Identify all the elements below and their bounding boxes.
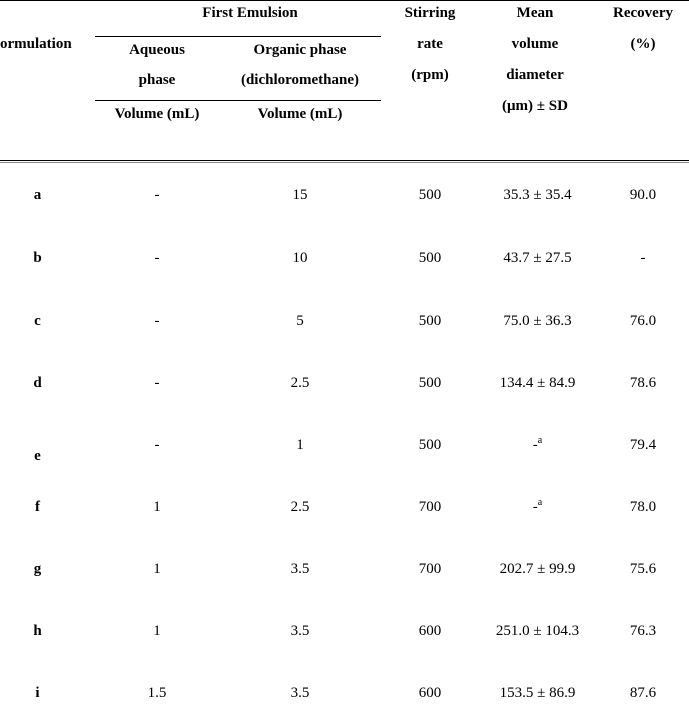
cell-formulation (10, 448, 65, 465)
cell-formulation (10, 187, 65, 204)
cell-recovery-text: 78.0 (629, 499, 657, 515)
cell-aqueous (107, 313, 207, 330)
cell-diameter-text: - (532, 437, 538, 453)
cell-recovery-text: - (640, 250, 646, 266)
cell-organic-text: 3.5 (290, 685, 310, 701)
cell-recovery (600, 250, 686, 267)
cell-stirring-text: 600 (418, 685, 442, 701)
cell-organic-text: 2.5 (290, 375, 310, 391)
cell-stirring (390, 187, 470, 204)
header-organic-phase-1: Organic phase (253, 42, 347, 58)
cell-diameter (470, 561, 605, 578)
footnote-marker: a (537, 435, 543, 446)
cell-recovery (600, 623, 686, 640)
header-aqueous-volume: Volume (mL) (114, 106, 200, 122)
cell-stirring (390, 313, 470, 330)
cell-stirring (390, 437, 470, 454)
header-stirring-3: (rpm) (411, 67, 449, 83)
cell-formulation-text: f (35, 499, 40, 515)
cell-aqueous (107, 375, 207, 392)
cell-aqueous-text: - (154, 375, 160, 391)
header-diameter-1: Mean (516, 5, 554, 21)
header-organic-volume: Volume (mL) (257, 106, 343, 122)
cell-diameter (470, 437, 605, 454)
cell-aqueous-text: 1 (153, 561, 161, 577)
cell-stirring-text: 500 (418, 187, 442, 203)
cell-aqueous-text: 1.5 (147, 685, 167, 701)
cell-recovery (600, 375, 686, 392)
cell-recovery (600, 437, 686, 454)
header-stirring-2: rate (417, 36, 443, 52)
cell-diameter (470, 187, 605, 204)
cell-stirring-text: 600 (418, 623, 442, 639)
cell-stirring (390, 685, 470, 702)
cell-organic-text: 2.5 (290, 499, 310, 515)
cell-formulation (10, 623, 65, 640)
cell-diameter (470, 375, 605, 392)
cell-formulation-text: g (33, 561, 42, 577)
header-recovery-2: (%) (630, 36, 656, 52)
cell-formulation (10, 685, 65, 702)
table-top-rule (0, 0, 689, 1)
cell-stirring (390, 623, 470, 640)
cell-recovery (600, 187, 686, 204)
cell-aqueous (107, 187, 207, 204)
cell-formulation-text: c (34, 313, 41, 329)
cell-diameter-text: 134.4 ± 84.9 (499, 375, 576, 391)
cell-aqueous-text: - (154, 187, 160, 203)
cell-stirring-text: 700 (418, 561, 442, 577)
cell-organic (240, 685, 360, 702)
cell-diameter (470, 623, 605, 640)
header-bottom-rule (0, 160, 689, 161)
cell-aqueous-text: - (154, 250, 160, 266)
cell-aqueous-text: - (154, 437, 160, 453)
cell-stirring (390, 375, 470, 392)
cell-stirring (390, 499, 470, 516)
cell-diameter (470, 250, 605, 267)
cell-recovery-text: 78.6 (629, 375, 657, 391)
header-diameter-3: diameter (506, 67, 564, 83)
cell-formulation (10, 250, 65, 267)
cell-organic-text: 3.5 (290, 561, 310, 577)
cell-aqueous (107, 499, 207, 516)
header-stirring-1: Stirring (404, 5, 456, 21)
cell-recovery-text: 87.6 (629, 685, 657, 701)
cell-organic (240, 561, 360, 578)
cell-formulation (10, 561, 65, 578)
cell-recovery (600, 499, 686, 516)
cell-organic (240, 623, 360, 640)
footnote-marker: a (537, 497, 543, 508)
cell-aqueous (107, 685, 207, 702)
cell-stirring-text: 500 (418, 437, 442, 453)
cell-formulation (10, 313, 65, 330)
first-emulsion-rule (95, 36, 381, 37)
cell-formulation-text: h (33, 623, 42, 639)
cell-recovery (600, 685, 686, 702)
cell-diameter-text: 43.7 ± 27.5 (503, 250, 572, 266)
cell-organic-text: 3.5 (290, 623, 310, 639)
cell-formulation-text: i (35, 685, 40, 701)
cell-organic (240, 437, 360, 454)
cell-diameter-text: - (532, 499, 538, 515)
cell-recovery-text: 79.4 (629, 437, 657, 453)
cell-organic-text: 1 (296, 437, 304, 453)
header-aqueous-phase-2: phase (138, 72, 176, 88)
header-diameter-4: (μm) ± SD (502, 98, 568, 114)
cell-recovery-text: 90.0 (629, 187, 657, 203)
cell-formulation (10, 375, 65, 392)
cell-stirring-text: 500 (418, 313, 442, 329)
cell-recovery-text: 76.0 (629, 313, 657, 329)
cell-recovery (600, 561, 686, 578)
cell-diameter (470, 685, 605, 702)
cell-organic (240, 250, 360, 267)
cell-aqueous-text: 1 (153, 623, 161, 639)
header-recovery-1: Recovery (613, 5, 673, 21)
cell-stirring-text: 500 (418, 250, 442, 266)
header-first-emulsion: First Emulsion (202, 5, 298, 21)
cell-diameter (470, 499, 605, 516)
cell-diameter-text: 251.0 ± 104.3 (495, 623, 580, 639)
cell-aqueous (107, 437, 207, 454)
cell-diameter-text: 35.3 ± 35.4 (503, 187, 572, 203)
cell-formulation-text: b (33, 250, 42, 266)
header-diameter-2: volume (511, 36, 559, 52)
header-bottom-rule-2 (0, 162, 689, 163)
cell-organic (240, 187, 360, 204)
header-aqueous-phase-1: Aqueous (129, 42, 185, 58)
cell-stirring (390, 561, 470, 578)
cell-organic-text: 5 (296, 313, 304, 329)
cell-organic-text: 15 (292, 187, 308, 203)
cell-diameter-text: 202.7 ± 99.9 (499, 561, 576, 577)
cell-diameter (470, 313, 605, 330)
cell-organic (240, 499, 360, 516)
cell-diameter-text: 153.5 ± 86.9 (499, 685, 576, 701)
header-organic-phase-2: (dichloromethane) (240, 72, 360, 88)
cell-organic (240, 375, 360, 392)
cell-formulation (10, 499, 65, 516)
cell-stirring-text: 700 (418, 499, 442, 515)
cell-recovery-text: 76.3 (629, 623, 657, 639)
cell-aqueous (107, 561, 207, 578)
cell-aqueous-text: 1 (153, 499, 161, 515)
cell-organic-text: 10 (292, 250, 308, 266)
cell-aqueous (107, 623, 207, 640)
header-formulation: ormulation (0, 36, 72, 52)
cell-diameter-text: 75.0 ± 36.3 (503, 313, 572, 329)
volume-rule (95, 100, 381, 101)
cell-formulation-text: e (34, 448, 41, 464)
cell-formulation-text: a (33, 187, 42, 203)
cell-aqueous-text: - (154, 313, 160, 329)
cell-recovery (600, 313, 686, 330)
cell-formulation-text: d (33, 375, 42, 391)
cell-organic (240, 313, 360, 330)
cell-recovery-text: 75.6 (629, 561, 657, 577)
cell-aqueous (107, 250, 207, 267)
cell-stirring (390, 250, 470, 267)
cell-stirring-text: 500 (418, 375, 442, 391)
